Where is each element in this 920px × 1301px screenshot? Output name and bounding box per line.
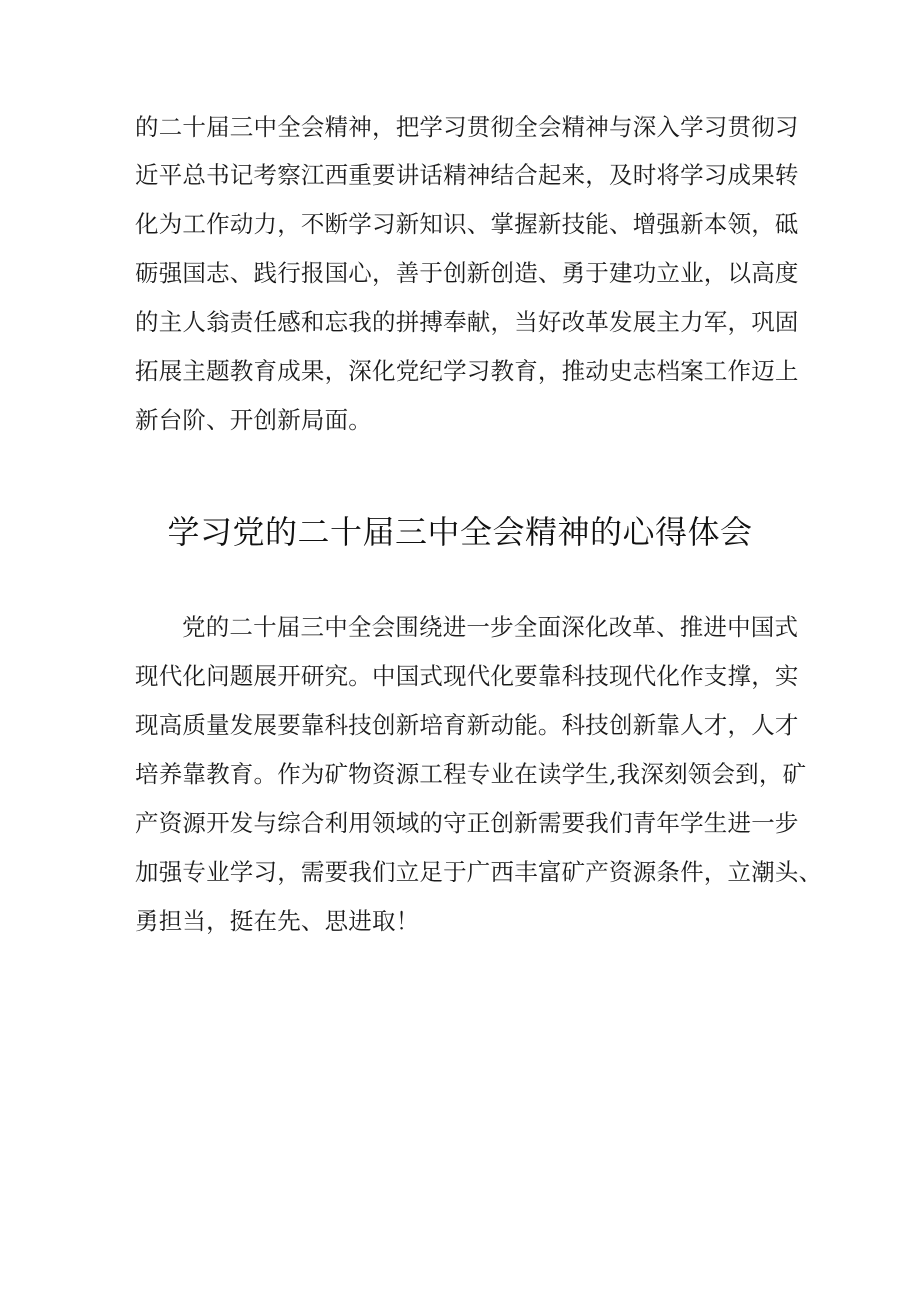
text-line: 勇担当，挺在先、思进取！ bbox=[135, 907, 420, 935]
text-line: 新台阶、开创新局面。 bbox=[135, 406, 372, 434]
text-line: 加强专业学习，需要我们立足于广西丰富矿产资源条件，立潮头、 bbox=[135, 858, 823, 886]
text-line: 拓展主题教育成果，深化党纪学习教育，推动史志档案工作迈上 bbox=[135, 357, 799, 385]
text-line: 产资源开发与综合利用领域的守正创新需要我们青年学生进一步 bbox=[135, 809, 799, 837]
text-line: 党的二十届三中全会围绕进一步全面深化改革、推进中国式 bbox=[182, 613, 799, 641]
article-title: 学习党的二十届三中全会精神的心得体会 bbox=[167, 513, 753, 551]
text-line: 培养靠教育。作为矿物资源工程专业在读学生,我深刻领会到，矿 bbox=[135, 760, 807, 788]
text-line: 砺强国志、践行报国心，善于创新创造、勇于建功立业，以高度 bbox=[135, 259, 799, 287]
text-line: 近平总书记考察江西重要讲话精神结合起来，及时将学习成果转 bbox=[135, 161, 799, 189]
text-line: 的二十届三中全会精神，把学习贯彻全会精神与深入学习贯彻习 bbox=[135, 113, 799, 141]
text-line: 现高质量发展要靠科技创新培育新动能。科技创新靠人才，人才 bbox=[135, 711, 799, 739]
text-line: 化为工作动力，不断学习新知识、掌握新技能、增强新本领，砥 bbox=[135, 210, 799, 238]
text-line: 的主人翁责任感和忘我的拼搏奉献，当好改革发展主力军，巩固 bbox=[135, 308, 799, 336]
text-line: 现代化问题展开研究。中国式现代化要靠科技现代化作支撑，实 bbox=[135, 662, 799, 690]
